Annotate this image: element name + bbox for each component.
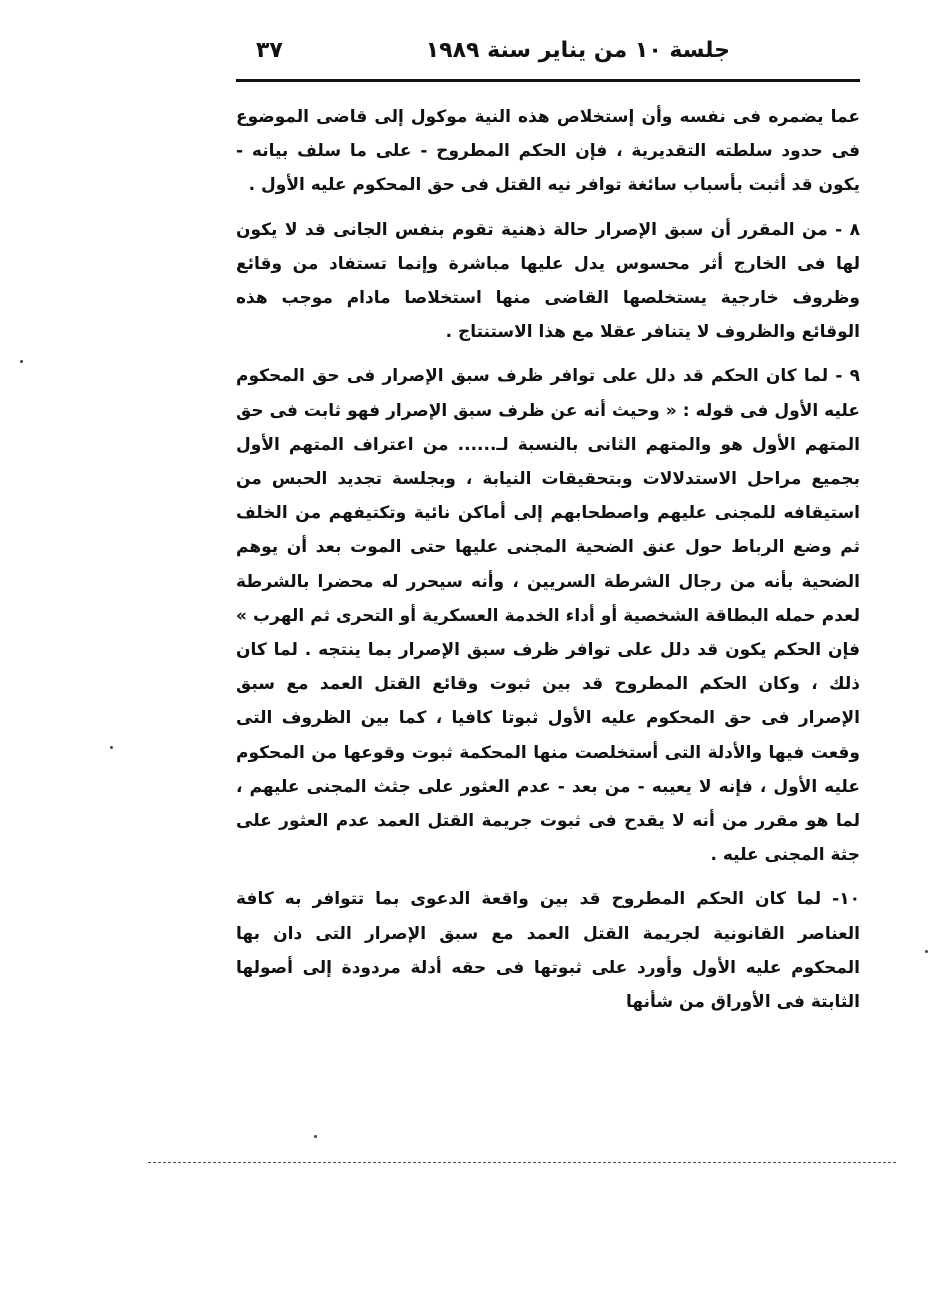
scan-speck: [925, 950, 928, 953]
page-header: [236, 36, 860, 80]
session-date-title: جلسة ١٠ من يناير سنة ١٩٨٩: [425, 38, 730, 63]
paragraph-9: ٩ - لما كان الحكم قد دلل على توافر ظرف سبق الإصرار فى حق المحكوم عليه الأول فى قوله : « وحيث أنه عن ظرف سبق الإصرار فهو ثابت فى حق المتهم الأول هو والمتهم الثانى بالنسبة لـ...... من اعتراف المتهم الأول بجميع مراحل الاستدلالات وبتحقيقات النيابة ، وبجلسة تجديد الحبس من استيقافه للمجنى عليهم واصطحابهم إلى أماكن نائية وتكتيفهم من الخلف ثم وضع الرباط حول عنق الضحية المجنى عليها حتى الموت بعد أن يوهم الضحية بأنه من رجال الشرطة السريين ، وأنه سيحرر له محضرا بالشرطة لعدم حمله البطاقة الشخصية أو أداء الخدمة العسكرية أو التحرى ثم الهرب » فإن الحكم يكون قد دلل على توافر ظرف سبق الإصرار بما ينتجه . لما كان ذلك ، وكان الحكم المطروح قد بين ثبوت وقائع القتل العمد مع سبق الإصرار فى حق المحكوم عليه الأول ثبوتا كافيا ، كما بين الظروف التى وقعت فيها والأدلة التى أستخلصت منها المحكمة ثبوت وقوعها من المحكوم عليه الأول ، فإنه لا يعيبه - من بعد - عدم العثور على جثث المجنى عليهم ، لما هو مقرر من أنه لا يقدح فى ثبوت جريمة القتل العمد عدم العثور على جثة المجنى عليه .: [236, 366, 860, 866]
scan-speck: [110, 746, 113, 749]
paragraph-10: ١٠- لما كان الحكم المطروح قد بين واقعة الدعوى بما تتوافر به كافة العناصر القانونية لجريمة القتل العمد مع سبق الإصرار التى دان بها المحكوم عليه الأول وأورد على ثبوتها فى حقه أدلة مردودة إلى أصولها الثابتة فى الأوراق من شأنها: [236, 889, 860, 1013]
scan-speck: [20, 360, 23, 363]
scan-artifact-line: [148, 1162, 896, 1163]
body-text: [236, 100, 860, 1019]
page-number: ٣٧: [256, 38, 283, 63]
paragraph-continuation: عما يضمره فى نفسه وأن إستخلاص هذه النية موكول إلى قاضى الموضوع فى حدود سلطته التقديرية ، فإن الحكم المطروح - على ما سلف بيانه - يكون قد أثبت بأسباب سائغة توافر نيه القتل فى حق المحكوم عليه الأول .: [236, 107, 860, 196]
paragraph-8: ٨ - من المقرر أن سبق الإصرار حالة ذهنية تقوم بنفس الجانى قد لا يكون لها فى الخارج أثر محسوس يدل عليها مباشرة وإنما تستفاد من وقائع وظروف خارجية يستخلصها القاضى منها استخلاصا مادام موجب هذه الوقائع والظروف لا يتنافر عقلا مع هذا الاستنتاج .: [236, 219, 860, 343]
header-rule: [236, 79, 860, 82]
scan-speck: [314, 1135, 317, 1138]
